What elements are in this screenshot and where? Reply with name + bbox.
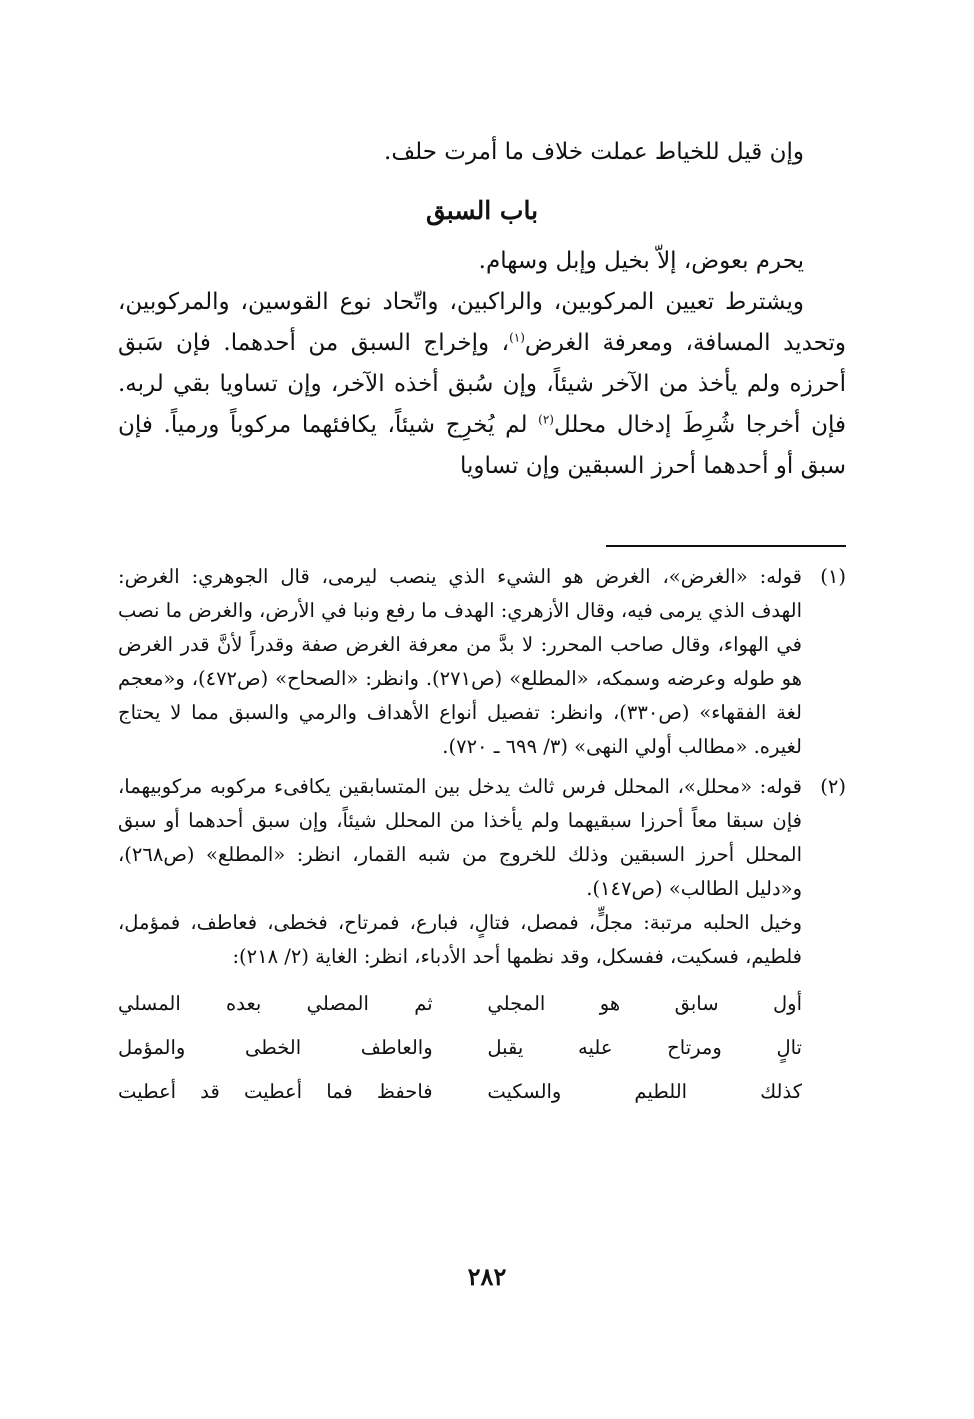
opening-line: وإن قيل للخياط عملت خلاف ما أمرت حلف. — [384, 139, 804, 165]
verse-second-hemistich: ثم المصلي بعده المسلي — [118, 992, 433, 1015]
verse-line — [118, 1026, 802, 1070]
footnote-2 — [118, 770, 846, 906]
page-number: ٢٨٢ — [467, 1262, 507, 1291]
paragraph-1: يحرم بعوض، إلاّ بخيل وإبل وسهام. — [478, 248, 804, 274]
verse-first-hemistich: تالٍ ومرتاح عليه يقبل — [487, 1036, 802, 1059]
paragraph-2-part-c: لم يُخرِج شيئاً، يكافئهما مركوباً ورمياً. فإن سبق أو أحدهما أحرز السبقين وإن تساويا — [118, 412, 846, 479]
paragraph-2 — [118, 282, 846, 487]
verse-second-hemistich: والعاطف الخطى والمؤمل — [118, 1036, 433, 1059]
footnote-text: قوله: «محلل»، المحلل فرس ثالث يدخل بين المتسابقين يكافىء مركوبه مركوبيهما، فإن سبقا معاً أحرزا سبقيهما ولم يأخذا من المحلل شيئاً، وإن سبق أحدهما أو سبق المحلل أحرز السبقين وذلك للخروج من شبه القمار، انظر: «المطلع» (ص٢٦٨)، و«دليل الطالب» (ص١٤٧). — [118, 775, 802, 900]
footnote-text: قوله: «الغرض»، الغرض هو الشيء الذي ينصب ليرمى، قال الجوهري: الغرض: الهدف الذي يرمى فيه، وقال الأزهري: الهدف ما رفع ونبا في الأرض، والغرض ما نصب في الهواء، وقال صاحب المحرر: لا بدَّ من معرفة الغرض صفة وقدراً لأنَّ قدر الغرض هو طوله وعرضه وسمكه، «المطلع» (ص٢٧١). وانظر: «الصحاح» (ص٤٧٢)، و«معجم لغة الفقهاء» (ص٣٣٠)، وانظر: تفصيل أنواع الأهداف والرمي والسبق مما لا يحتاج لغيره. «مطالب أولي النهى» (٣/ ٦٩٩ ـ ٧٢٠). — [118, 565, 802, 758]
verse-line — [118, 1070, 802, 1114]
verse-line — [118, 982, 802, 1026]
section-heading: باب السبق — [425, 196, 539, 225]
verse-first-hemistich: كذلك اللطيم والسكيت — [487, 1080, 802, 1103]
footnote-number: (٢) — [820, 775, 846, 798]
main-text — [118, 132, 846, 487]
footnote-number: (١) — [820, 565, 846, 588]
verse-second-hemistich: فاحفظ فما أعطيت قد أعطيت — [118, 1080, 433, 1103]
paragraph-2-part-b: ، وإخراج السبق من أحدهما. فإن سَبق أحرزه ولم يأخذ من الآخر شيئاً، وإن سُبق أخذه الآخر، وإن تساويا بقي لربه. فإن أخرجا شُرِطَ إدخال محلل — [118, 330, 846, 438]
footnote-ref-1: (١) — [509, 330, 525, 345]
footnote-2-continuation: وخيل الحلبه مرتبة: مجلٍّ، فمصل، فتالٍ، فبارع، فمرتاح، فخطى، فعاطف، فمؤمل، فلطيم، فسكيت، ففسكل، وقد نظمها أحد الأدباء، انظر: الغاية (٢/ ٢١٨): — [118, 911, 802, 968]
footnotes — [118, 560, 846, 1114]
footnote-divider — [606, 545, 846, 547]
footnote-1 — [118, 560, 846, 764]
poem-verses — [118, 982, 802, 1114]
footnote-ref-2: (٢) — [538, 412, 554, 427]
paragraph-2-part-a: ويشترط تعيين المركوبين، والراكبين، واتّحاد نوع القوسين، والمركوبين، وتحديد المسافة، ومعرفة الغرض — [118, 289, 846, 356]
verse-first-hemistich: أول سابق هو المجلي — [487, 992, 802, 1015]
